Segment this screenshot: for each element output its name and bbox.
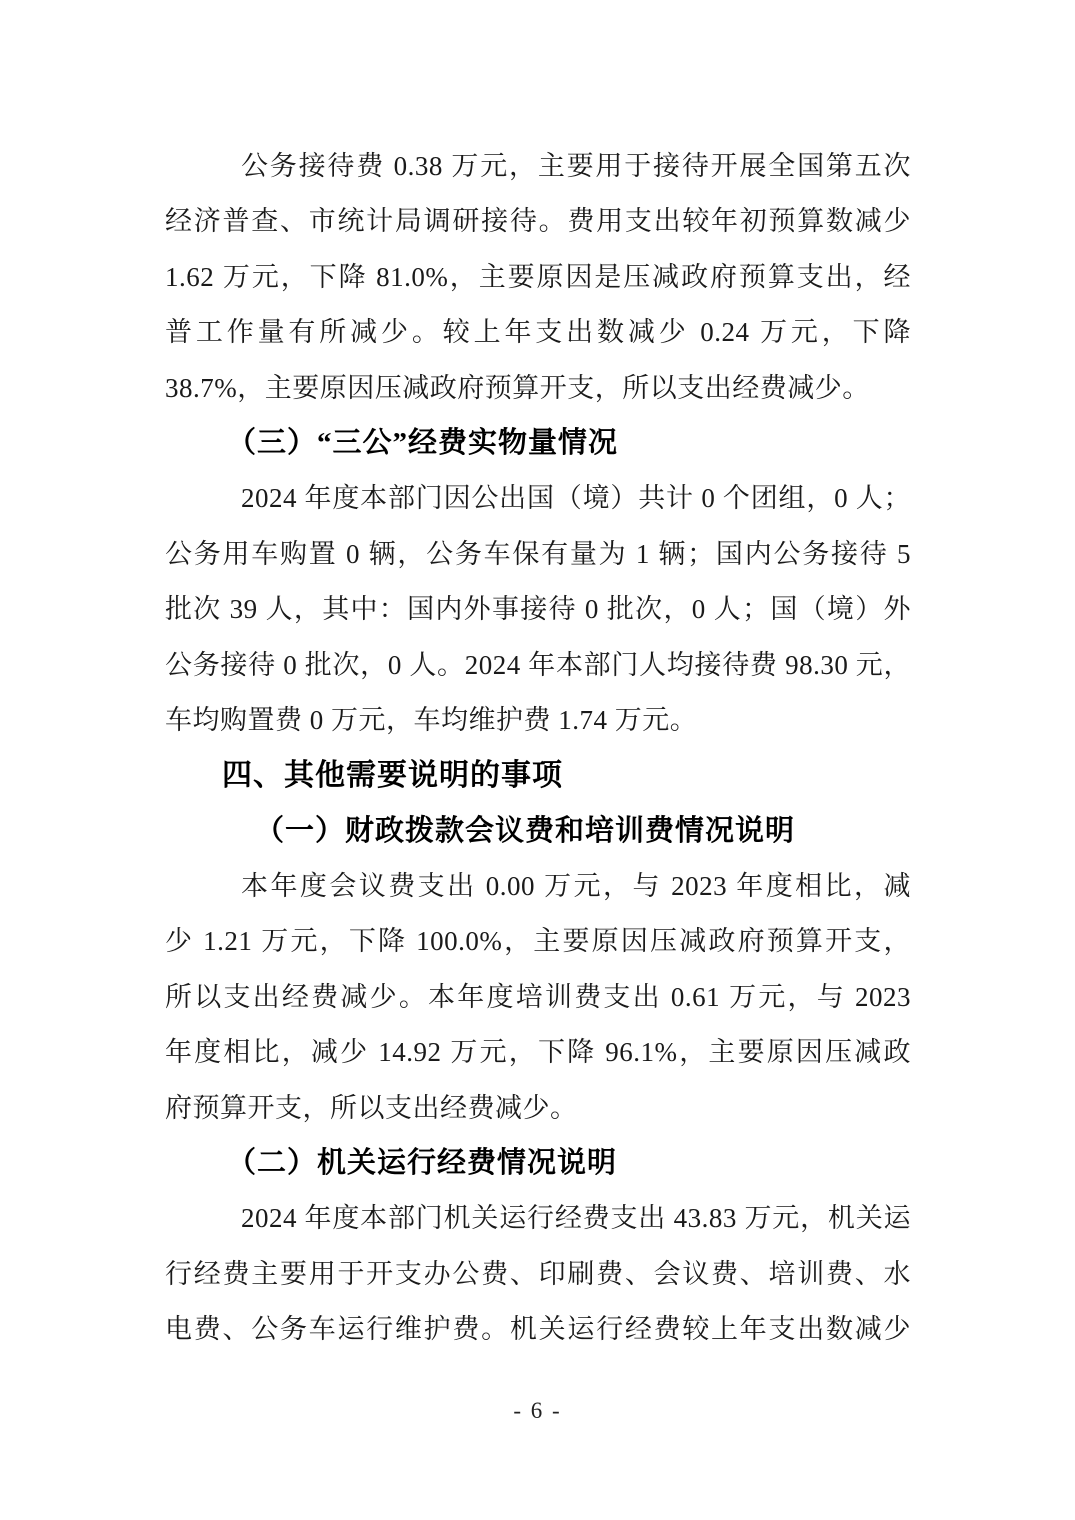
text-line: 公务用车购置 0 辆，公务车保有量为 1 辆；国内公务接待 5 <box>165 538 911 569</box>
text-line: 府预算开支，所以支出经费减少。 <box>165 1092 578 1123</box>
section-heading: （三）“三公”经费实物量情况 <box>227 426 619 459</box>
text-line: 公务接待 0 批次，0 人。2024 年本部门人均接待费 98.30 元， <box>165 649 911 680</box>
section-heading: （二）机关运行经费情况说明 <box>227 1147 618 1180</box>
text-line: 车均购置费 0 万元，车均维护费 1.74 万元。 <box>165 704 698 735</box>
text-line: 公务接待费 0.38 万元，主要用于接待开展全国第五次 <box>241 151 911 181</box>
text-line: 2024 年度本部门因公出国（境）共计 0 个团组，0 人； <box>241 483 911 514</box>
text-line: 38.7%，主要原因压减政府预算开支，所以支出经费减少。 <box>165 372 870 403</box>
text-line: 电费、公务车运行维护费。机关运行经费较上年支出数减少 <box>165 1314 911 1345</box>
text-line: 年度相比，减少 14.92 万元，下降 96.1%，主要原因压减政 <box>165 1037 911 1068</box>
text-line: 经济普查、市统计局调研接待。费用支出较年初预算数减少 <box>165 206 911 237</box>
text-line: 2024 年度本部门机关运行经费支出 43.83 万元，机关运 <box>241 1203 911 1234</box>
text-line: 1.62 万元，下降 81.0%，主要原因是压减政府预算支出，经 <box>165 261 911 292</box>
text-line: 批次 39 人，其中：国内外事接待 0 批次，0 人；国（境）外 <box>165 594 911 625</box>
text-line: 本年度会议费支出 0.00 万元，与 2023 年度相比，减 <box>241 871 911 902</box>
text-line: 所以支出经费减少。本年度培训费支出 0.61 万元，与 2023 <box>165 981 911 1012</box>
text-line: 少 1.21 万元，下降 100.0%，主要原因压减政府预算开支， <box>165 926 911 957</box>
text-line: 普工作量有所减少。较上年支出数减少 0.24 万元，下降 <box>165 317 911 348</box>
text-line: 行经费主要用于开支办公费、印刷费、会议费、培训费、水 <box>165 1258 911 1289</box>
page-number: - 6 - <box>513 1398 562 1423</box>
document-body <box>165 139 911 1358</box>
section-heading: 四、其他需要说明的事项 <box>222 759 563 793</box>
section-heading: （一）财政拨款会议费和培训费情况说明 <box>255 814 796 847</box>
